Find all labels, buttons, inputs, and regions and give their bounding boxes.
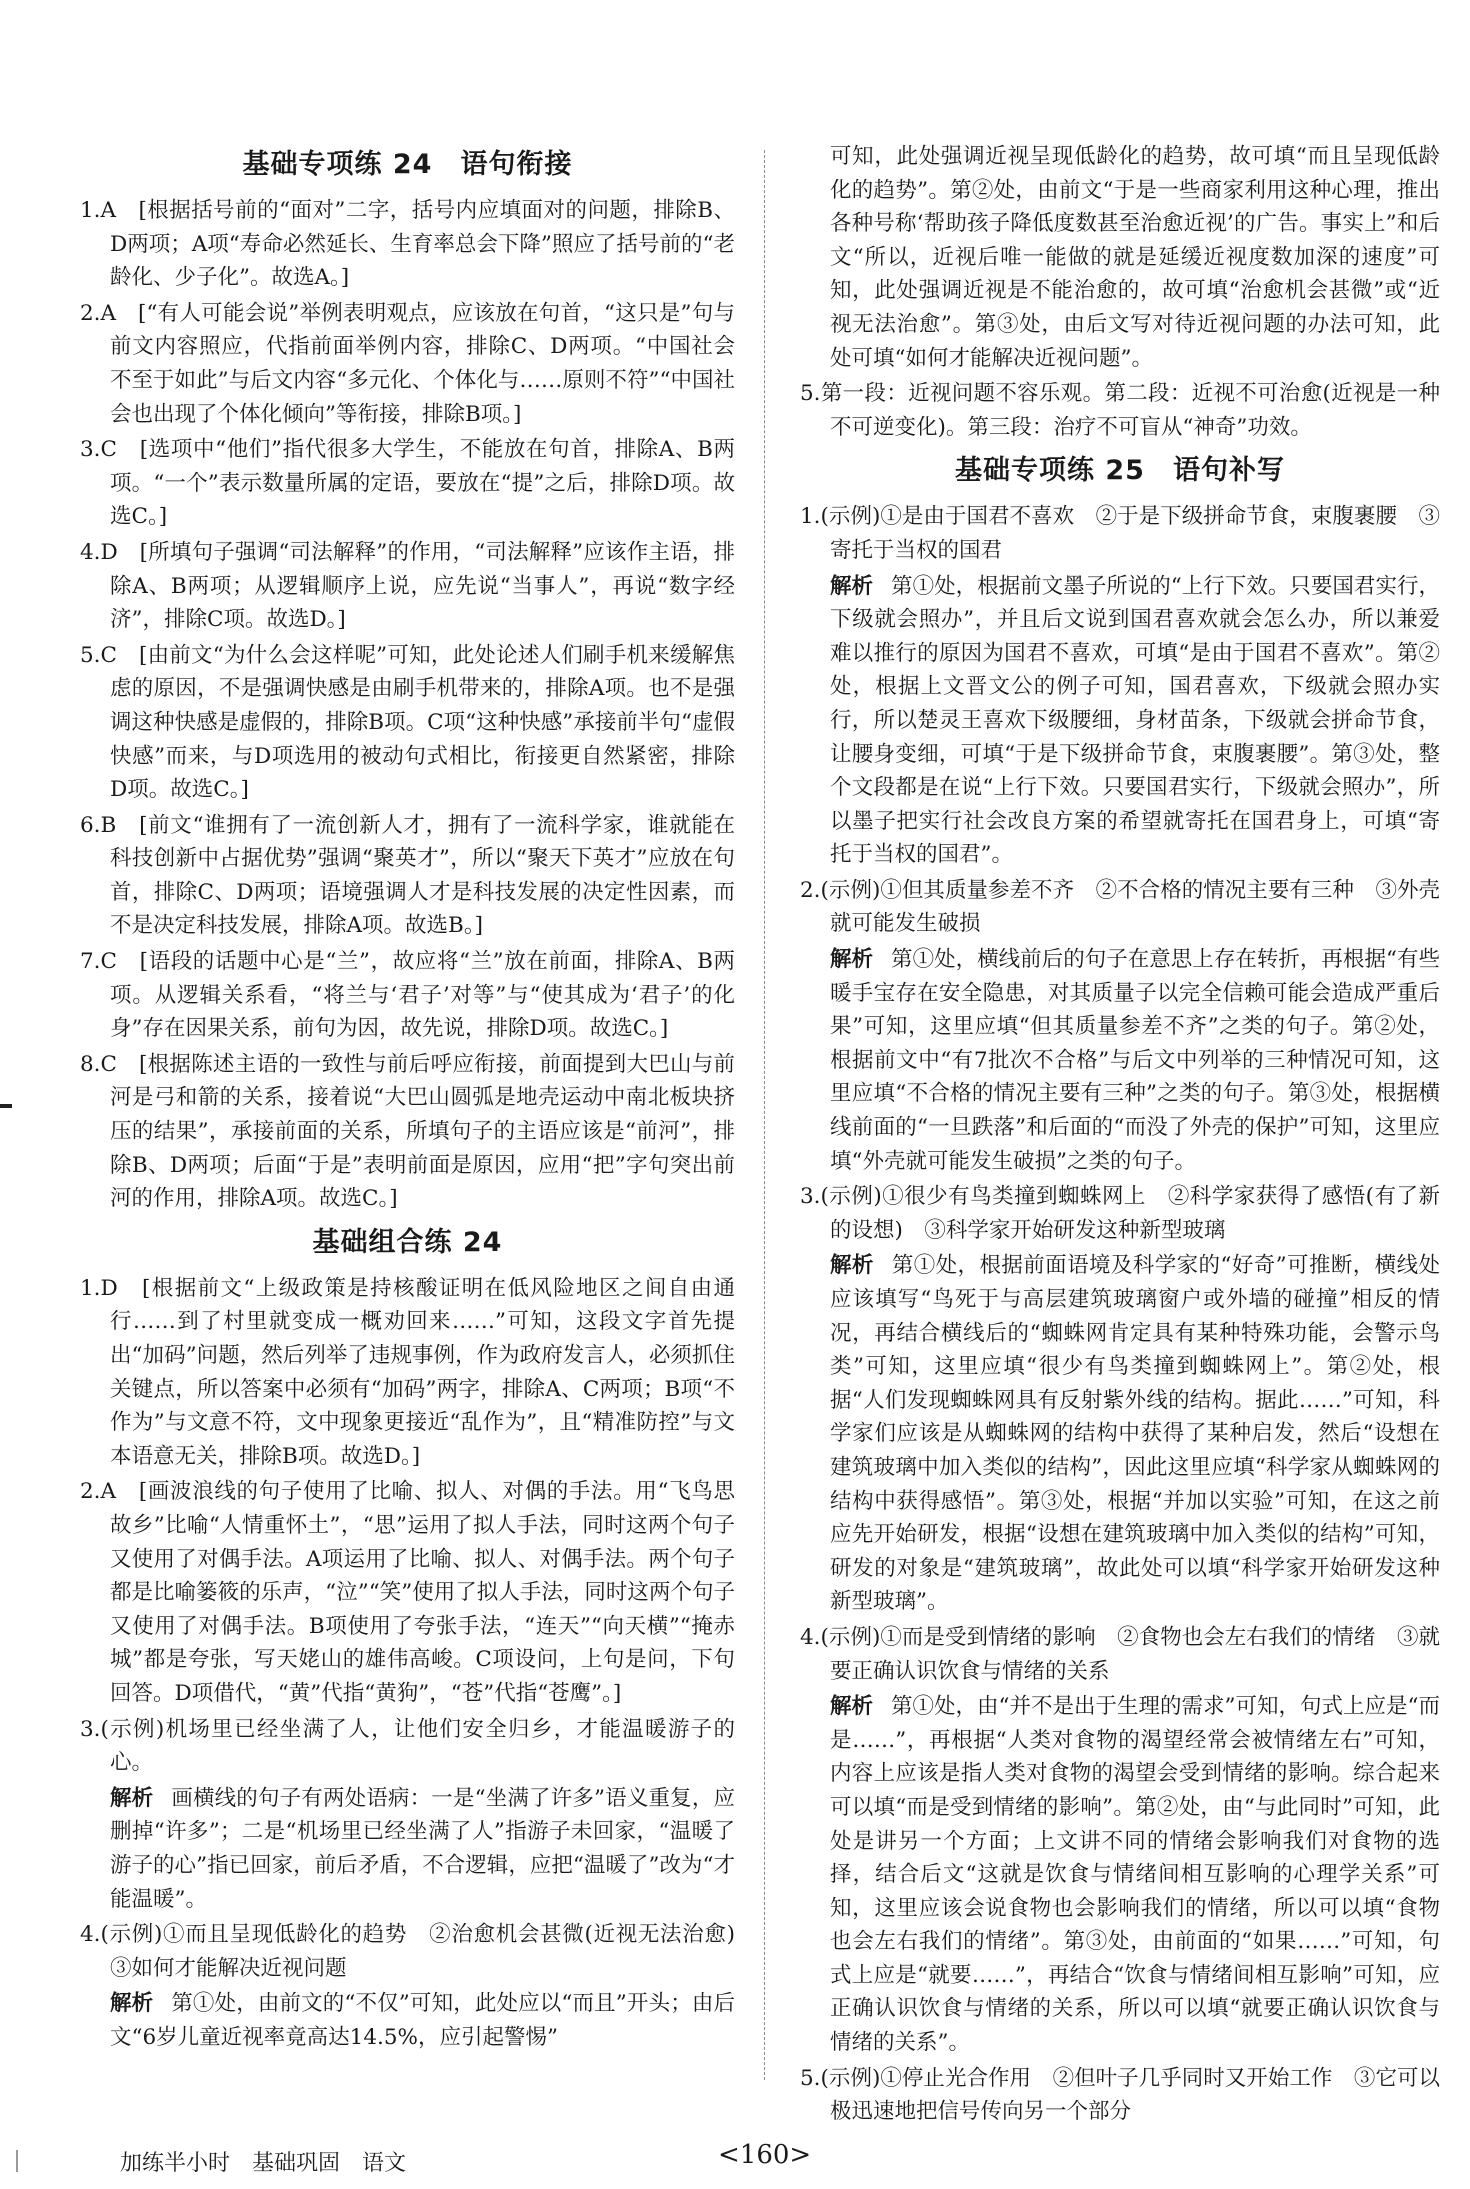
analysis-label: 解析 [110, 1991, 154, 2017]
book-title: 加练半小时 基础巩固 语文 [120, 2151, 407, 2176]
answer-item: 2.A [“有人可能会说”举例表明观点，应该放在句首，“这只是”句与前文内容照应，代指前面举例内容，排除C、D两项。“中国社会不至于如此”与后文内容“多元化、个体化与……原则不符”“中国社会也出现了个体化倾向”等衔接，排除B项。] [80, 300, 735, 427]
answer-item: 1.D [根据前文“上级政策是持核酸证明在低风险地区之间自由通行……到了村里就变成一概劝回来……”可知，这段文字首先提出“加码”问题，然后列举了违规事例，作为政府发言人，必须抓住关键点，所以答案中必须有“加码”两字，排除A、C两项；B项“不作为”与文意不符，文中现象更接近“乱作为”，且“精准防控”与文本语意无关，排除B项。故选D。] [80, 1275, 735, 1469]
answer-item: 7.C [语段的话题中心是“兰”，故应将“兰”放在前面，排除A、B两项。从逻辑关系看，“将兰与‘君子’对等”与“使其成为‘君子’的化身”存在因果关系，前句为因，故先说，排除D项。故选C。] [80, 949, 735, 1042]
answer-item: 3.C [选项中“他们”指代很多大学生，不能放在句首，排除A、B两项。“一个”表示数量所属的定语，要放在“提”之后，排除D项。故选C。] [80, 437, 735, 530]
analysis-text: 第①处，由前文的“不仅”可知，此处应以“而且”开头；由后文“6岁儿童近视率竟高达14.5%，应引起警惕” [110, 1991, 735, 2050]
analysis-text: 第①处，由“并不是出于生理的需求”可知，句式上应是“而是……”，再根据“人类对食物的渴望经常会被情绪左右”可知，内容上应该是指人类对食物的渴望会受到情绪的影响。综合起来可以填“而是受到情绪的影响”。第②处，由“与此同时”可知，此处是讲另一个方面；上文讲不同的情绪会影响我们对食物的选择，结合后文“这就是饮食与情绪间相互影响的心理学关系”可知，这里应该会说食物也会影响我们的情绪，所以可以填“食物也会左右我们的情绪”。第③处，由前面的“如果……”可知，句式上应是“就要……”，再结合“饮食与情绪间相互影响”可知，应正确认识饮食与情绪的关系，所以可以填“就要正确认识饮食与情绪的关系”。 [830, 1694, 1440, 2056]
answer-item: 2.(示例)①但其质量参差不齐 ②不合格的情况主要有三种 ③外壳就可能发生破损 [800, 877, 1440, 937]
answer-item: 5.(示例)①停止光合作用 ②但叶子几乎同时又开始工作 ③它可以极迅速地把信号传向另一个部分 [800, 2065, 1440, 2125]
page-number: <160> [718, 2140, 812, 2170]
answer-item: 3.(示例)①很少有鸟类撞到蜘蛛网上 ②科学家获得了感悟(有了新的设想) ③科学家开始研发这种新型玻璃 [800, 1184, 1440, 1243]
answer-item: 4.D [所填句子强调“司法解释”的作用，“司法解释”应该作主语，排除A、B两项；从逻辑顺序上说，应先说“当事人”，再说“数字经济”，排除C项。故选D。] [80, 539, 735, 633]
answer-item: 1.(示例)①是由于国君不喜欢 ②于是下级拼命节食，束腹裹腰 ③寄托于当权的国君 [800, 504, 1440, 563]
analysis-label: 解析 [830, 573, 874, 599]
analysis-label: 解析 [830, 1253, 874, 1279]
answer-item: 5.C [由前文“为什么会这样呢”可知，此处论述人们刷手机来缓解焦虑的原因，不是强调快感是由刷手机带来的，排除A项。也不是强调这种快感是虚假的，排除B项。C项“这种快感”承接前半句“虚假快感”而来，与D项选用的被动句式相比，衔接更自然紧密，排除D项。故选C。] [80, 642, 735, 803]
section-title: 基础专项练 24 语句衔接 [242, 149, 573, 180]
section-title: 基础专项练 25 语句补写 [955, 455, 1285, 487]
analysis-continuation: 可知，此处强调近视呈现低龄化的趋势，故可填“而且呈现低龄化的趋势”。第②处，由前文“于是一些商家利用这种心理，推出各种号称‘帮助孩子降低度数甚至治愈近视’的广告。事实上”和后文“所以，近视后唯一能做的就是延缓近视度数加深的速度”可知，此处强调近视是不能治愈的，故可填“治愈机会甚微”或“近视无法治愈”。第③处，由后文写对待近视问题的办法可知，此处可填“如何才能解决近视问题”。 [830, 144, 1440, 371]
answer-item: 8.C [根据陈述主语的一致性与前后呼应衔接，前面提到大巴山与前河是弓和箭的关系，接着说“大巴山圆弧是地壳运动中南北板块挤压的结果”，承接前面的关系，所填句子的主语应该是“前河”，排除B、D两项；后面“于是”表明前面是原因，应用“把”字句突出前河的作用，排除A项。故选C。] [80, 1051, 735, 1212]
answer-item: 2.A [画波浪线的句子使用了比喻、拟人、对偶的手法。用“飞鸟思故乡”比喻“人情重怀土”，“思”运用了拟人手法，同时这两个句子又使用了对偶手法。A项运用了比喻、拟人、对偶手法。两个句子都是比喻篓筱的乐声，“泣”“笑”使用了拟人手法，同时这两个句子又使用了对偶手法。B项使用了夸张手法，“连天”“向天横”“掩赤城”都是夸张，写天姥山的雄伟高峻。C项设问，上句是问，下句回答。D项借代，“黄”代指“黄狗”，“苍”代指“苍鹰”。] [80, 1479, 735, 1706]
analysis-text: 第①处，根据前面语境及科学家的“好奇”可推断，横线处应该填写“鸟死于与高层建筑玻璃窗户或外墙的碰撞”相反的情况，再结合横线后的“蜘蛛网肯定具有某种特殊功能，会警示鸟类”可知，这里应填“很少有鸟类撞到蜘蛛网上”。第②处，根据“人们发现蜘蛛网具有反射紫外线的结构。据此……”可知，科学家们应该是从蜘蛛网的结构中获得了某种启发，然后“设想在建筑玻璃中加入类似的结构”，因此这里应填“科学家从蜘蛛网的结构中获得感悟”。第③处，根据“并加以实验”可知，在这之前应先开始研发，根据“设想在建筑玻璃中加入类似的结构”可知，研发的对象是“建筑玻璃”，故此处可以填“科学家开始研发这种新型玻璃”。 [830, 1253, 1440, 1615]
analysis-block [800, 1690, 1440, 2060]
analysis-block [80, 1987, 735, 2054]
analysis-text: 第①处，横线前后的句子在意思上存在转折，再根据“有些暖手宝存在安全隐患，对其质量子以完全信赖可能会造成严重后果”可知，这里应填“但其质量参差不齐”之类的句子。第②处，根据前文中“有7批次不合格”与后文中列举的三种情况可知，这里应填“不合格的情况主要有三种”之类的句子。第③处，根据横线前面的“一旦跌落”和后面的“而没了外壳的保护”可知，这里应填“外壳就可能发生破损”之类的句子。 [830, 947, 1440, 1174]
analysis-block [800, 1249, 1440, 1619]
margin-mark [16, 2150, 18, 2172]
analysis-block [800, 570, 1440, 872]
analysis-label: 解析 [110, 1785, 154, 1811]
answer-item: 5.第一段：近视问题不容乐观。第二段：近视不可治愈(近视是一种不可逆变化)。第三段：治疗不可盲从“神奇”功效。 [800, 381, 1440, 440]
analysis-label: 解析 [830, 947, 874, 973]
answer-item: 4.(示例)①而是受到情绪的影响 ②食物也会左右我们的情绪 ③就要正确认识饮食与情绪的关系 [800, 1624, 1440, 1684]
column-divider [764, 150, 765, 2080]
analysis-text: 画横线的句子有两处语病：一是“坐满了许多”语义重复，应删掉“许多”；二是“机场里已经坐满了人”指游子未回家，“温暖了游子的心”指已回家，前后矛盾，不合逻辑，应把“温暖了”改为“才能温暖”。 [110, 1785, 735, 1912]
margin-mark [0, 1104, 12, 1108]
answer-item: 4.(示例)①而且呈现低龄化的趋势 ②治愈机会甚微(近视无法治愈) ③如何才能解决近视问题 [80, 1922, 757, 1981]
analysis-label: 解析 [830, 1694, 874, 1720]
analysis-block [800, 943, 1440, 1178]
section-title: 基础组合练 24 [312, 1226, 503, 1258]
analysis-block [80, 1782, 735, 1916]
analysis-text: 第①处，根据前文墨子所说的“上行下效。只要国君实行，下级就会照办”，并且后文说到国君喜欢就会怎么办，所以兼爱难以推行的原因为国君不喜欢，可填“是由于国君不喜欢”。第②处，根据上文晋文公的例子可知，国君喜欢，下级就会照办实行，所以楚灵王喜欢下级腰细，身材苗条，下级就会拼命节食，让腰身变细，可填“于是下级拼命节食，束腹裹腰”。第③处，整个文段都是在说“上行下效。只要国君实行，下级就会照办”，所以墨子把实行社会改良方案的希望就寄托在国君身上，可填“寄托于当权的国君”。 [830, 573, 1440, 868]
page-footer [120, 2140, 1360, 2182]
right-column [800, 140, 1440, 2131]
left-column [80, 138, 757, 2056]
answer-item: 1.A [根据括号前的“面对”二字，括号内应填面对的问题，排除B、D两项；A项“寿命必然延长、生育率总会下降”照应了括号前的“老龄化、少子化”。故选A。] [80, 198, 735, 291]
answer-item: 3.(示例)机场里已经坐满了人，让他们安全归乡，才能温暖游子的心。 [80, 1716, 735, 1776]
answer-item: 6.B [前文“谁拥有了一流创新人才，拥有了一流科学家，谁就能在科技创新中占据优势”强调“聚英才”，所以“聚天下英才”应放在句首，排除C、D两项；语境强调人才是科技发展的决定性因素，而不是决定科技发展，排除A项。故选B。] [80, 812, 735, 939]
